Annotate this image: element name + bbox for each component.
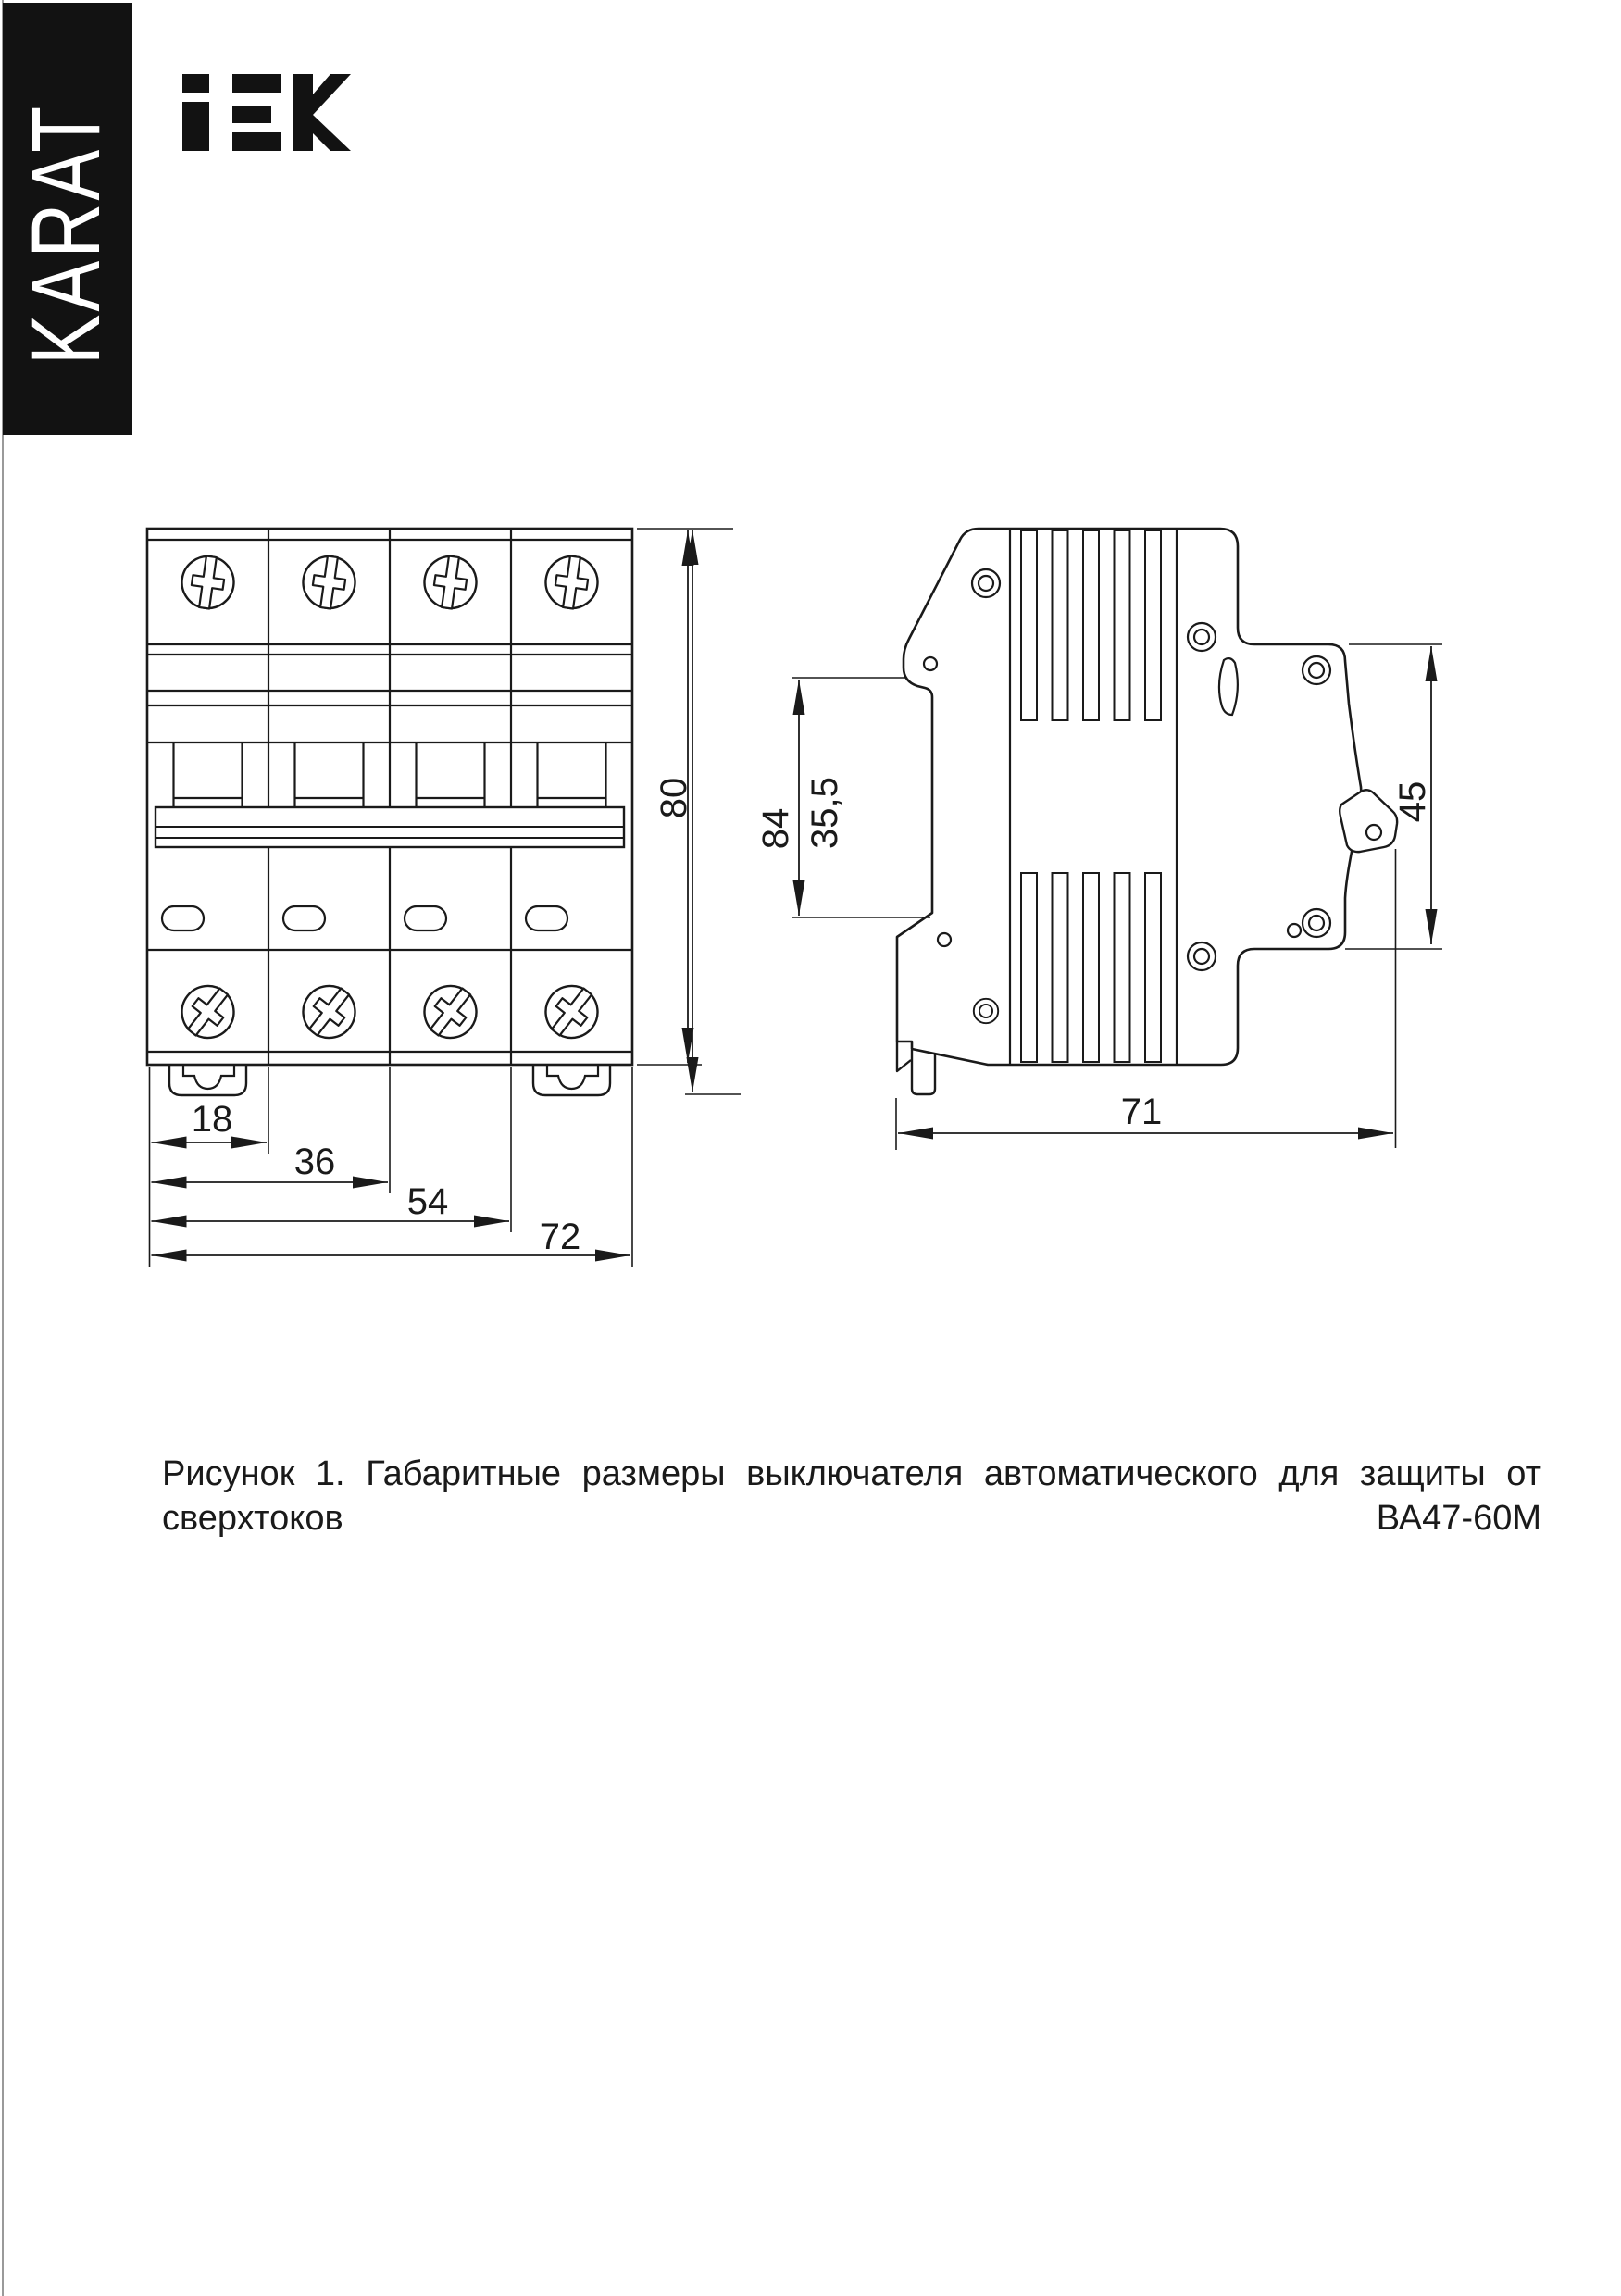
- front-view: [147, 529, 632, 1095]
- figure-caption: Рисунок 1. Габаритные размеры выключателя автоматического для защиты от сверхтоков ВА47-60М: [162, 1454, 1541, 1538]
- dim-rail-offset: 45: [1392, 780, 1433, 823]
- karat-banner-text: KARAT: [12, 103, 120, 366]
- dim-front-face: 35,5: [804, 777, 845, 849]
- side-view: [897, 529, 1397, 1148]
- dim-module2: 36: [293, 1142, 336, 1182]
- side-vents: [1010, 530, 1177, 1064]
- dim-module3: 54: [406, 1181, 449, 1222]
- rail-latch: [1340, 790, 1397, 1148]
- toggle-crossbar: [156, 807, 624, 847]
- dim-module1: 18: [191, 1099, 233, 1140]
- dim-total-width: 72: [539, 1217, 581, 1257]
- side-screw-bosses: [924, 569, 1330, 1023]
- dim-depth: 71: [1120, 1092, 1163, 1132]
- side-pin-holes: [924, 657, 1301, 946]
- curved-slot: [1219, 658, 1238, 715]
- dim-front-height: 80: [654, 777, 694, 819]
- dim-side-height: 84: [755, 807, 796, 850]
